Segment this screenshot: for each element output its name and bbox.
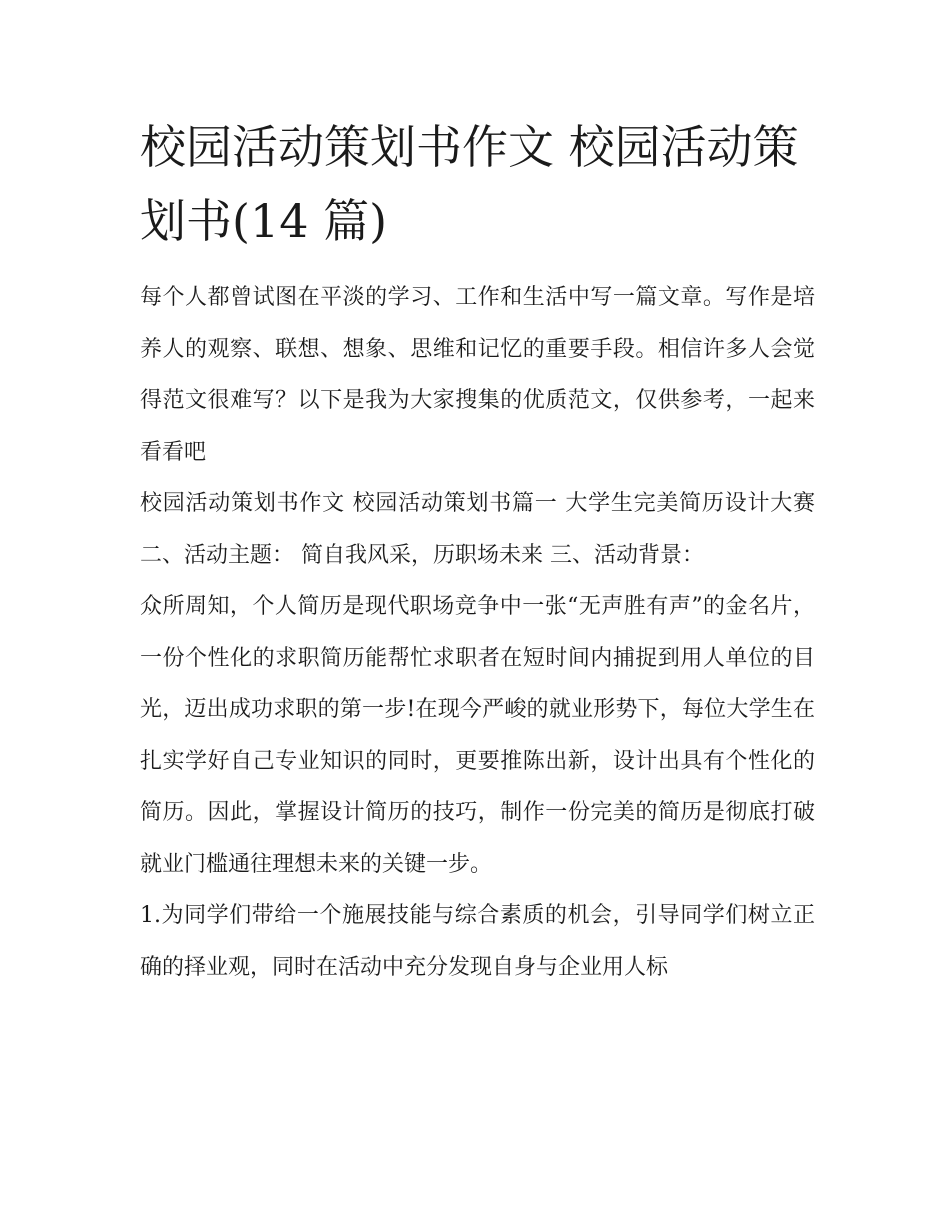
paragraph-goal-one: 1.为同学们带给一个施展技能与综合素质的机会，引导同学们树立正确的择业观，同时在活动中充分发现自身与企业用人标 <box>140 903 815 980</box>
document-title: 校园活动策划书作文 校园活动策划书(14 篇) <box>140 120 799 248</box>
paragraph-intro: 每个人都曾试图在平淡的学习、工作和生活中写一篇文章。写作是培养人的观察、联想、想象、思维和记忆的重要手段。相信许多人会觉得范文很难写？以下是我为大家搜集的优质范文，仅供参考，一起来看看吧 <box>140 285 815 465</box>
paragraph-background: 众所周知，个人简历是现代职场竞争中一张“无声胜有声”的金名片，一份个性化的求职简历能帮忙求职者在短时间内捕捉到用人单位的目光，迈出成功求职的第一步!在现今严峻的就业形势下，每位大学生在扎实学好自己专业知识的同时，更要推陈出新，设计出具有个性化的简历。因此，掌握设计简历的技巧，制作一份完美的简历是彻底打破就业门槛通往理想未来的关键一步。 <box>140 594 815 877</box>
document-body <box>140 110 815 993</box>
paragraph-section-one: 校园活动策划书作文 校园活动策划书篇一 大学生完美简历设计大赛 二、活动主题： 简自我风采，历职场未来 三、活动背景： <box>140 491 815 568</box>
